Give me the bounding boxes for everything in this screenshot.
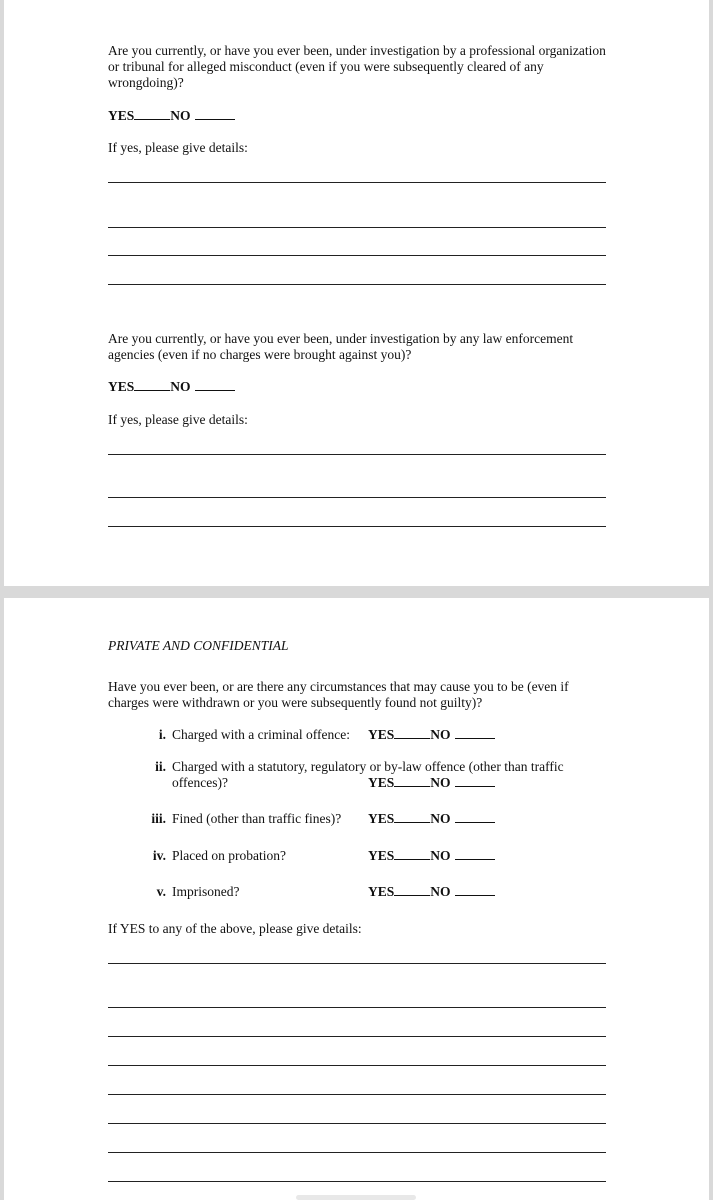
details-line[interactable] bbox=[108, 255, 606, 256]
no-label: NO bbox=[430, 884, 451, 899]
yes-label: YES bbox=[108, 108, 135, 123]
yes-no-answer-i[interactable] bbox=[368, 727, 495, 743]
details-line[interactable] bbox=[108, 963, 606, 964]
item-text: Fined (other than traffic fines)? bbox=[172, 811, 342, 826]
details-line[interactable] bbox=[108, 526, 606, 527]
details-line[interactable] bbox=[108, 1152, 606, 1153]
details-line[interactable] bbox=[108, 284, 606, 285]
question-criminal-circumstances: Have you ever been, or are there any circumstances that may cause you to be (even if charges were withdrawn or you were subsequently found not guilty)? bbox=[108, 679, 569, 710]
yes-label: YES bbox=[368, 727, 395, 742]
yes-blank[interactable] bbox=[394, 811, 430, 823]
list-item bbox=[144, 884, 239, 900]
list-item bbox=[144, 727, 350, 743]
form-page-1 bbox=[4, 0, 709, 586]
details-line[interactable] bbox=[108, 1036, 606, 1037]
details-line[interactable] bbox=[108, 1094, 606, 1095]
item-text: Imprisoned? bbox=[172, 884, 240, 899]
details-prompt-any: If YES to any of the above, please give details: bbox=[108, 921, 362, 936]
yes-no-answer-ii[interactable] bbox=[368, 775, 495, 791]
no-blank[interactable] bbox=[455, 775, 495, 787]
no-label: NO bbox=[430, 775, 451, 790]
form-page-2 bbox=[4, 598, 709, 1200]
item-number: iii. bbox=[151, 811, 166, 826]
item-text: Placed on probation? bbox=[172, 848, 286, 863]
yes-no-answer-iv[interactable] bbox=[368, 848, 495, 864]
yes-label: YES bbox=[368, 848, 395, 863]
list-item bbox=[144, 811, 341, 827]
item-number: iv. bbox=[152, 848, 166, 863]
question-professional-investigation: Are you currently, or have you ever been, under investigation by a professional organization or tribunal for alleged misconduct (even if you were subsequently cleared of any wrongdoing)? bbox=[108, 43, 606, 90]
item-text: Charged with a criminal offence: bbox=[172, 727, 350, 742]
no-blank[interactable] bbox=[455, 727, 495, 739]
details-prompt-q2: If yes, please give details: bbox=[108, 412, 248, 427]
list-item bbox=[144, 848, 286, 864]
no-label: NO bbox=[170, 108, 191, 123]
details-line[interactable] bbox=[108, 1181, 606, 1182]
yes-label: YES bbox=[108, 379, 135, 394]
no-blank[interactable] bbox=[455, 884, 495, 896]
horizontal-scrollbar[interactable] bbox=[296, 1195, 416, 1200]
yes-blank[interactable] bbox=[394, 775, 430, 787]
details-line[interactable] bbox=[108, 497, 606, 498]
yes-blank[interactable] bbox=[394, 884, 430, 896]
yes-no-answer-v[interactable] bbox=[368, 884, 495, 900]
no-blank[interactable] bbox=[195, 108, 235, 120]
no-label: NO bbox=[170, 379, 191, 394]
item-number: ii. bbox=[155, 759, 166, 774]
yes-label: YES bbox=[368, 775, 395, 790]
details-line[interactable] bbox=[108, 454, 606, 455]
yes-blank[interactable] bbox=[134, 108, 170, 120]
no-label: NO bbox=[430, 848, 451, 863]
details-prompt-q1: If yes, please give details: bbox=[108, 140, 248, 155]
details-line[interactable] bbox=[108, 182, 606, 183]
details-line[interactable] bbox=[108, 1065, 606, 1066]
details-line[interactable] bbox=[108, 1007, 606, 1008]
yes-no-answer-q2[interactable] bbox=[108, 379, 235, 395]
yes-label: YES bbox=[368, 811, 395, 826]
no-blank[interactable] bbox=[455, 811, 495, 823]
yes-no-answer-iii[interactable] bbox=[368, 811, 495, 827]
item-text: Charged with a statutory, regulatory or by-law offence (other than traffic offences)? bbox=[172, 759, 564, 790]
item-number: i. bbox=[158, 727, 166, 742]
no-label: NO bbox=[430, 811, 451, 826]
confidential-header: PRIVATE AND CONFIDENTIAL bbox=[108, 638, 289, 653]
yes-blank[interactable] bbox=[134, 379, 170, 391]
no-blank[interactable] bbox=[195, 379, 235, 391]
item-number: v. bbox=[156, 884, 166, 899]
no-blank[interactable] bbox=[455, 848, 495, 860]
yes-blank[interactable] bbox=[394, 848, 430, 860]
details-line[interactable] bbox=[108, 1123, 606, 1124]
yes-no-answer-q1[interactable] bbox=[108, 108, 235, 124]
yes-blank[interactable] bbox=[394, 727, 430, 739]
question-law-enforcement-investigation: Are you currently, or have you ever been, under investigation by any law enforcement agencies (even if no charges were brought against you)? bbox=[108, 331, 574, 362]
details-line[interactable] bbox=[108, 227, 606, 228]
no-label: NO bbox=[430, 727, 451, 742]
yes-label: YES bbox=[368, 884, 395, 899]
